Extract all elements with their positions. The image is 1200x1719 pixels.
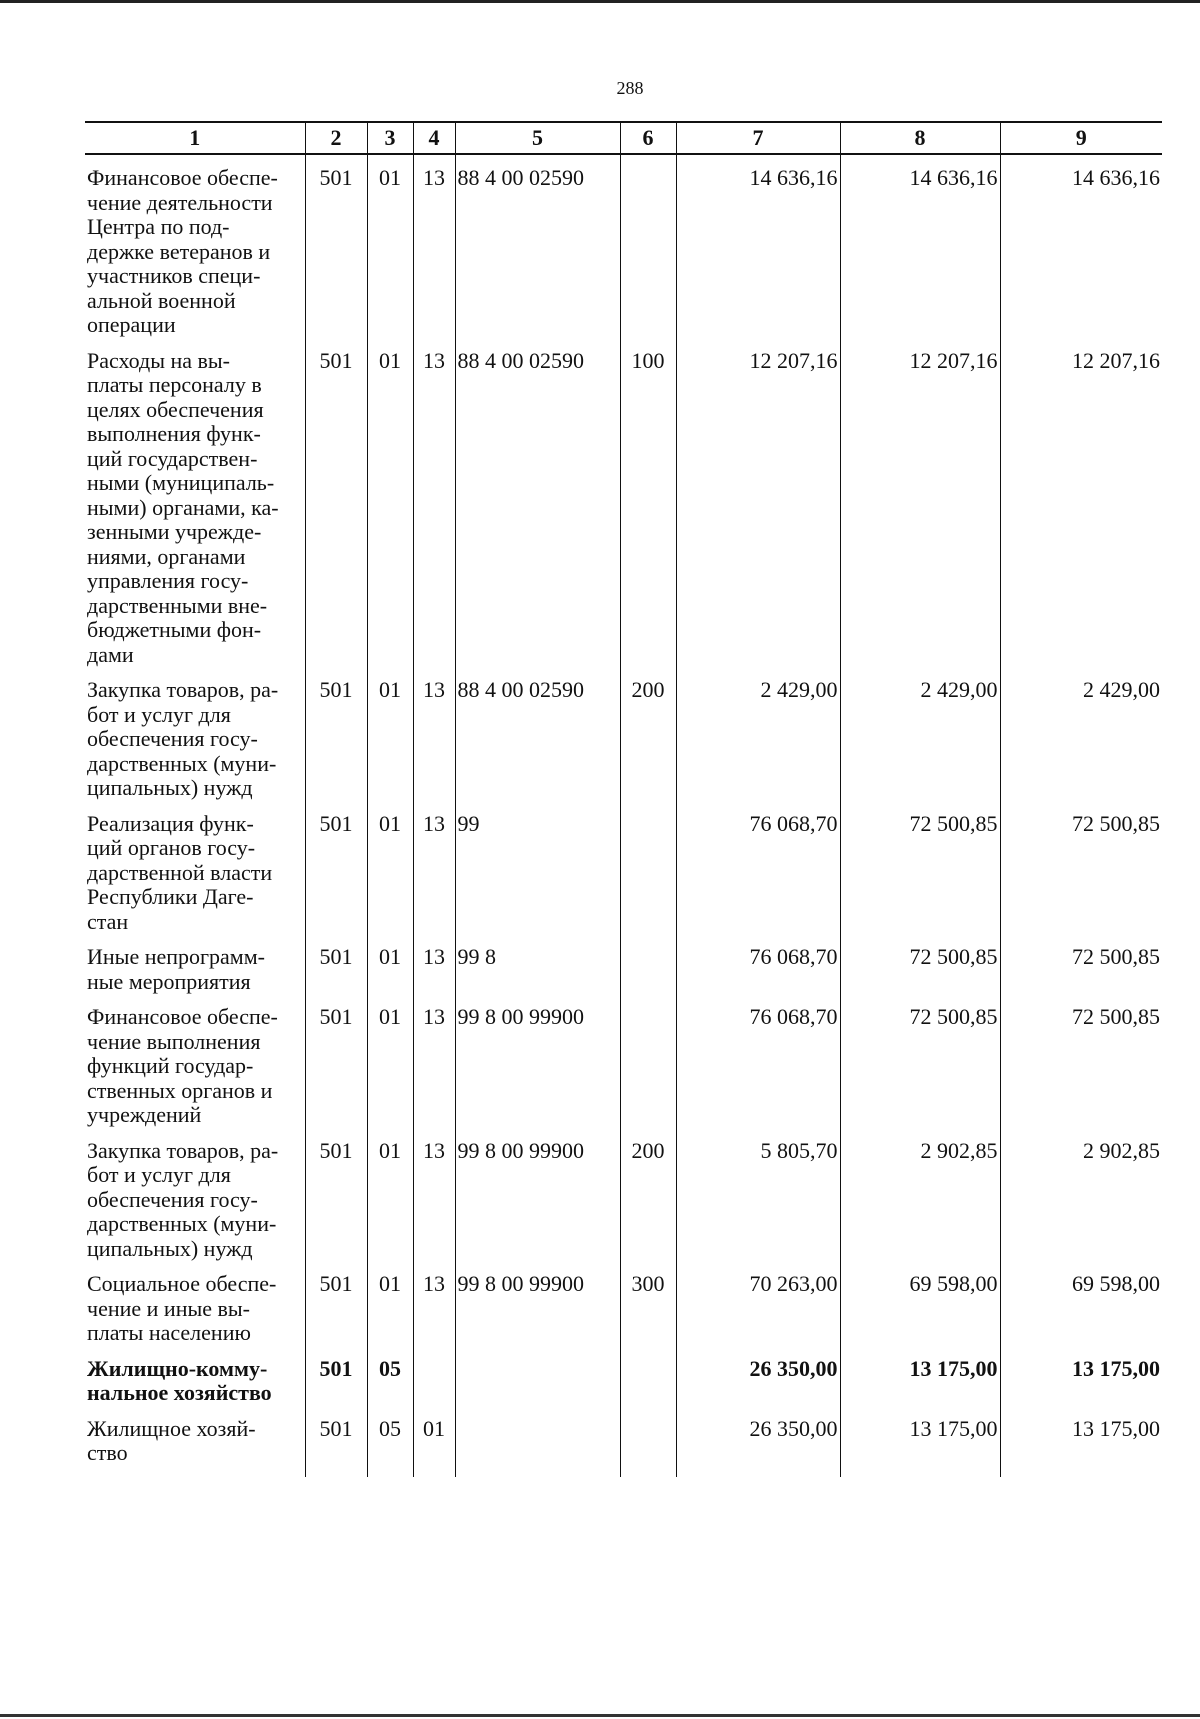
cell-col-9: 72 500,85 (1000, 934, 1162, 994)
cell-col-3: 01 (367, 1128, 413, 1262)
cell-col-7: 2 429,00 (676, 667, 840, 801)
cell-col-6 (620, 934, 676, 994)
cell-col-9: 13 175,00 (1000, 1406, 1162, 1477)
cell-col-4: 13 (413, 801, 455, 935)
cell-col-7: 12 207,16 (676, 338, 840, 668)
cell-col-8: 12 207,16 (840, 338, 1000, 668)
cell-col-4: 01 (413, 1406, 455, 1477)
cell-col-5: 99 8 00 99900 (455, 994, 620, 1128)
row-name-cell: Закупка товаров, ра- бот и услуг для обеспечения госу- дарственных (муни- ципальных) нужд (85, 1128, 305, 1262)
cell-col-7: 76 068,70 (676, 801, 840, 935)
header-col-6: 6 (620, 122, 676, 154)
cell-col-2: 501 (305, 934, 367, 994)
cell-col-5: 88 4 00 02590 (455, 338, 620, 668)
budget-table (85, 121, 1162, 1477)
cell-col-4: 13 (413, 667, 455, 801)
cell-col-3: 01 (367, 1261, 413, 1346)
cell-col-3: 01 (367, 667, 413, 801)
table-body (85, 154, 1162, 1477)
cell-col-6: 200 (620, 667, 676, 801)
table-row (85, 1346, 1162, 1406)
header-col-7: 7 (676, 122, 840, 154)
cell-col-9: 2 429,00 (1000, 667, 1162, 801)
cell-col-2: 501 (305, 1128, 367, 1262)
row-name-cell: Жилищно-комму- нальное хозяйство (85, 1346, 305, 1406)
row-name-cell: Расходы на вы- платы персоналу в целях обеспечения выполнения функ- ций государствен- ными (муниципаль- ными) органами, ка- зенными учрежде- ниями, органами управления госу- дарственными вне- бюджетными фон- дами (85, 338, 305, 668)
cell-col-7: 70 263,00 (676, 1261, 840, 1346)
cell-col-8: 13 175,00 (840, 1346, 1000, 1406)
row-name-cell: Иные непрограмм- ные мероприятия (85, 934, 305, 994)
cell-col-9: 12 207,16 (1000, 338, 1162, 668)
cell-col-5: 88 4 00 02590 (455, 667, 620, 801)
table-header (85, 122, 1162, 154)
table-row (85, 1261, 1162, 1346)
cell-col-2: 501 (305, 338, 367, 668)
cell-col-5: 99 (455, 801, 620, 935)
header-col-8: 8 (840, 122, 1000, 154)
row-name-cell: Финансовое обеспе- чение выполнения функций государ- ственных органов и учреждений (85, 994, 305, 1128)
cell-col-6: 300 (620, 1261, 676, 1346)
cell-col-3: 01 (367, 154, 413, 338)
cell-col-3: 01 (367, 934, 413, 994)
cell-col-2: 501 (305, 154, 367, 338)
cell-col-3: 05 (367, 1406, 413, 1477)
header-col-3: 3 (367, 122, 413, 154)
table-row (85, 934, 1162, 994)
cell-col-9: 2 902,85 (1000, 1128, 1162, 1262)
cell-col-8: 14 636,16 (840, 154, 1000, 338)
table-row (85, 667, 1162, 801)
cell-col-6 (620, 994, 676, 1128)
page-number: 288 (616, 78, 644, 98)
cell-col-2: 501 (305, 1261, 367, 1346)
cell-col-2: 501 (305, 1346, 367, 1406)
header-col-2: 2 (305, 122, 367, 154)
cell-col-9: 69 598,00 (1000, 1261, 1162, 1346)
cell-col-8: 72 500,85 (840, 934, 1000, 994)
cell-col-3: 05 (367, 1346, 413, 1406)
cell-col-9: 14 636,16 (1000, 154, 1162, 338)
cell-col-5: 99 8 00 99900 (455, 1261, 620, 1346)
header-col-1: 1 (85, 122, 305, 154)
cell-col-2: 501 (305, 801, 367, 935)
row-name-cell: Жилищное хозяй- ство (85, 1406, 305, 1477)
cell-col-4: 13 (413, 1261, 455, 1346)
cell-col-2: 501 (305, 994, 367, 1128)
cell-col-3: 01 (367, 801, 413, 935)
cell-col-5: 99 8 (455, 934, 620, 994)
cell-col-6: 200 (620, 1128, 676, 1262)
cell-col-6 (620, 154, 676, 338)
cell-col-6 (620, 1346, 676, 1406)
cell-col-7: 26 350,00 (676, 1346, 840, 1406)
cell-col-4 (413, 1346, 455, 1406)
table-row (85, 1128, 1162, 1262)
cell-col-9: 72 500,85 (1000, 801, 1162, 935)
bottom-scan-edge (0, 1714, 1200, 1717)
table-row (85, 154, 1162, 338)
cell-col-7: 5 805,70 (676, 1128, 840, 1262)
cell-col-4: 13 (413, 994, 455, 1128)
cell-col-8: 2 429,00 (840, 667, 1000, 801)
cell-col-5: 99 8 00 99900 (455, 1128, 620, 1262)
cell-col-7: 14 636,16 (676, 154, 840, 338)
cell-col-9: 13 175,00 (1000, 1346, 1162, 1406)
cell-col-6 (620, 801, 676, 935)
cell-col-7: 76 068,70 (676, 994, 840, 1128)
cell-col-8: 69 598,00 (840, 1261, 1000, 1346)
cell-col-6 (620, 1406, 676, 1477)
cell-col-7: 26 350,00 (676, 1406, 840, 1477)
cell-col-2: 501 (305, 1406, 367, 1477)
table-row (85, 338, 1162, 668)
cell-col-6: 100 (620, 338, 676, 668)
cell-col-4: 13 (413, 338, 455, 668)
cell-col-5 (455, 1346, 620, 1406)
cell-col-9: 72 500,85 (1000, 994, 1162, 1128)
cell-col-2: 501 (305, 667, 367, 801)
header-col-4: 4 (413, 122, 455, 154)
cell-col-4: 13 (413, 154, 455, 338)
cell-col-4: 13 (413, 1128, 455, 1262)
header-row (85, 122, 1162, 154)
cell-col-3: 01 (367, 338, 413, 668)
row-name-cell: Реализация функ- ций органов госу- дарственной власти Республики Даге- стан (85, 801, 305, 935)
top-scan-edge (0, 0, 1200, 3)
table-row (85, 801, 1162, 935)
cell-col-3: 01 (367, 994, 413, 1128)
cell-col-4: 13 (413, 934, 455, 994)
cell-col-5 (455, 1406, 620, 1477)
cell-col-8: 72 500,85 (840, 801, 1000, 935)
header-col-5: 5 (455, 122, 620, 154)
cell-col-8: 13 175,00 (840, 1406, 1000, 1477)
header-col-9: 9 (1000, 122, 1162, 154)
cell-col-7: 76 068,70 (676, 934, 840, 994)
cell-col-8: 2 902,85 (840, 1128, 1000, 1262)
cell-col-8: 72 500,85 (840, 994, 1000, 1128)
row-name-cell: Закупка товаров, ра- бот и услуг для обеспечения госу- дарственных (муни- ципальных) нужд (85, 667, 305, 801)
cell-col-5: 88 4 00 02590 (455, 154, 620, 338)
table-row (85, 994, 1162, 1128)
table-row (85, 1406, 1162, 1477)
row-name-cell: Социальное обеспе- чение и иные вы- платы населению (85, 1261, 305, 1346)
row-name-cell: Финансовое обеспе- чение деятельности Центра по под- держке ветеранов и участников специ- альной военной операции (85, 154, 305, 338)
